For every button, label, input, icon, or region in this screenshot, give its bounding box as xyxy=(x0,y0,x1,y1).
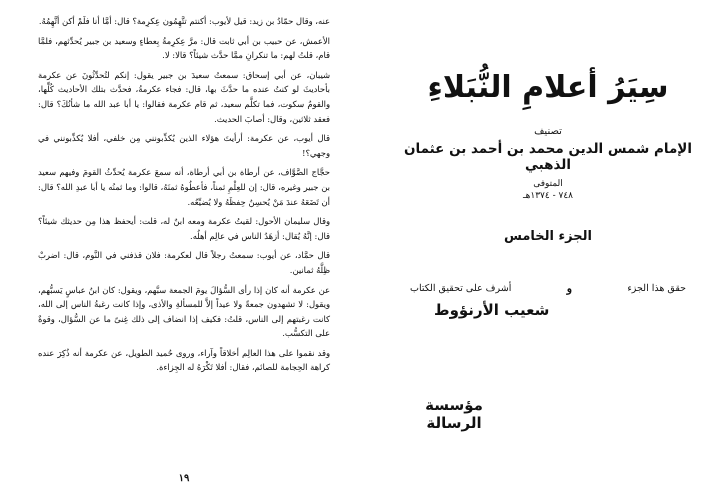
paragraph: حجَّاج الصَّوَّاف، عن أرطاة بن أبي أرطاة، أنه سمعَ عكرمة يُحدِّثُ القومَ وفيهم سعيد بن جبير وغيره، قال: إن للعِلْمِ ثمناً، فأعطُوهُ ثمنَهُ، قالوا: وما ثمنُه يا أبا عبدِ الله؟ قال: أن تَضَعَهُ عندَ مَنْ يُحسِنُ حِفظَهُ ولا يُضيِّعُه. xyxy=(38,167,330,207)
credit-conjunction: و xyxy=(566,282,572,295)
editor-name: شعيب الأرنؤوط xyxy=(434,301,550,319)
paragraph: عن عكرمة أنه كان إذا رأى السُّؤالَ يومَ الجمعة سبَّهم، ويقول: كان ابنُ عباسٍ يَسبُّهم، ويقول: لا تشهدون جمعةً ولا عيداً إلاَّ للمسألةِ والأذى، وإذا كانت رغبةُ الناس إلى الله، كانت رغبتهم إلى الناس، قلتُ: فكيف إذا انضاف إلى ذلك غِنىً ما عن السُّؤال، وقوةٌ على التكسُّب. xyxy=(38,284,330,339)
death-dates: ٧٤٨ - ١٣٧٤هـ xyxy=(522,191,573,201)
supervisor-credit: أشرف على تحقيق الكتاب xyxy=(410,283,512,294)
paragraph: عنه، وقال حمّادُ بن زيد: قيل لأيوب: أكنتم تتَّهِمُون عِكرِمة؟ قال: أمَّا أنا فلَمْ أكن أتَّهِمُهُ. xyxy=(38,16,330,26)
book-title: سِيَرُ أعلامِ النُّبَلاءِ xyxy=(427,70,669,105)
paragraph: قال أيوب، عن عكرمة: أرأيتَ هؤلاء الذين يُكذِّبونني مِن خلفي، أفلا يُكذِّبونني في وجهي؟! xyxy=(38,133,330,158)
paragraph: وقال سليمان الأحول: لقيتُ عكرمة ومعه ابنٌ له، قلت: أيحفظ هذا مِن حديثك شيئاً؟ قال: إنَّهُ يُقال: أزهَدُ الناس في عالِم أهلُه. xyxy=(38,216,330,241)
volume-label: الجزء الخامس xyxy=(504,229,592,244)
paragraph: قال حمَّاد، عن أيوب: سمعتُ رجلاً قال لعكرمة: فلان قذفني في النَّوم، قال: اضربْ ظِلَّهُ ثمانين. xyxy=(38,250,330,275)
credits-row xyxy=(404,282,692,295)
paragraph: شيبان، عن أبي إسحاق: سمعتُ سعيدَ بن جبير يقول: إنكم لتُحدِّثُونَ عن عكرمة بأحاديثَ لو كنتُ عنده ما حدَّثَ بها، قال: فجاء عكرمةُ، فحدَّث بتلك الأحاديث كُلِّها، والقومُ سكوت، فما تكلَّم سعيد، ثم قام عكرمة فقالوا: يا أبا عبد الله ما شأنُكَ؟ قال: فعقد ثلاثين، وقال: أصابَ الحديث. xyxy=(38,69,330,124)
verifier-credit: حقق هذا الجزء xyxy=(627,283,686,294)
page-number: ١٩ xyxy=(178,473,190,484)
died-label: المتوفى xyxy=(533,179,563,189)
title-page xyxy=(404,14,692,484)
paragraph: الأعمش، عن حبيب بن أبي ثابت قال: مرَّ عِكرِمةُ بِعطاءٍ وسعيد بن جبير يُحدِّثهم، فلمَّا قام، قلتُ لهم: ما تنكرانِ ممَّا حدَّث شيئاً؟ قالا: لا. xyxy=(38,35,330,61)
text-page xyxy=(38,14,330,484)
author-name: الإمام شمس الدين محمد بن أحمد بن عثمان الذهبي xyxy=(404,141,692,173)
paragraph: وقد نقموا على هذا العالِم أخلاقاً وآراء، وروى حُميد الطويل، عن عكرمة أنه ذُكِرَ عنده كراهة الحِجامة للصائم، فقال: أفلا تَكْرَهُ له الجِزاءة. xyxy=(38,347,330,373)
authorship-label: تصنيف xyxy=(534,126,562,137)
publisher-name: مؤسسة الرسالة xyxy=(425,396,483,432)
